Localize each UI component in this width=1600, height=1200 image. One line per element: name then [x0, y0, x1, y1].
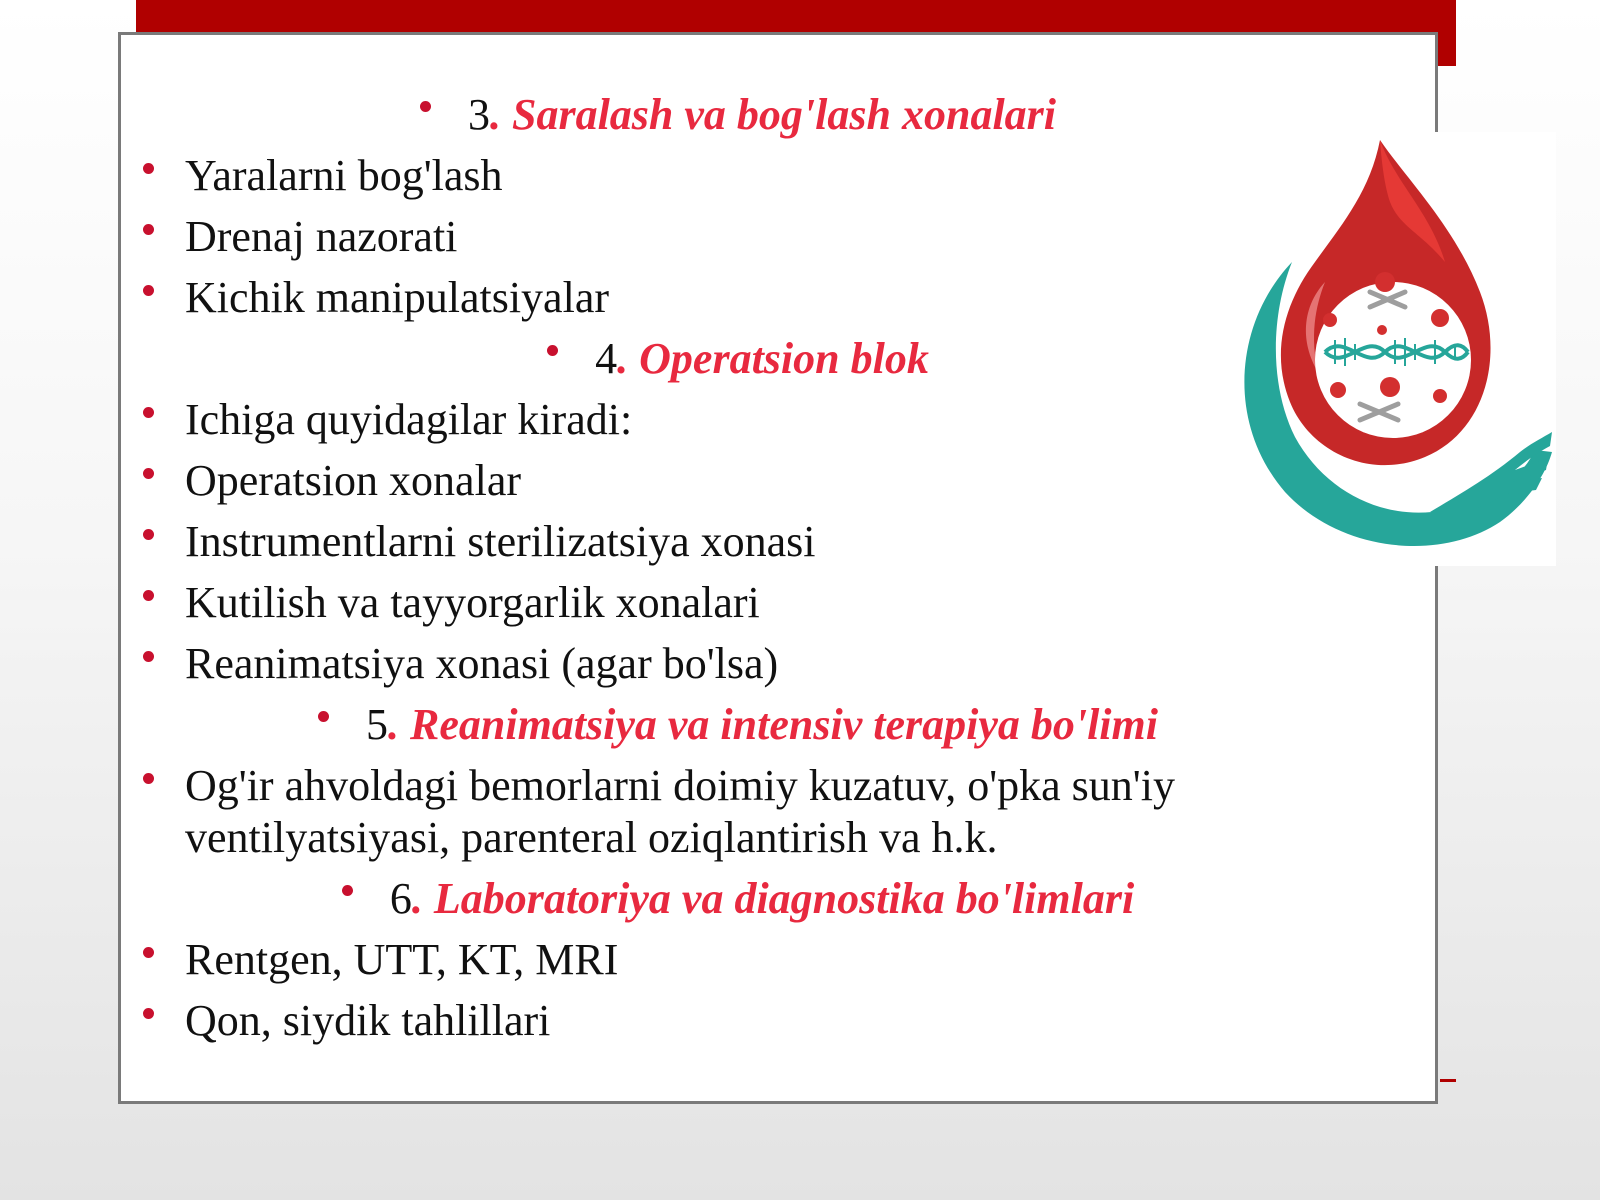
- list-item-text: Operatsion xonalar: [185, 456, 521, 505]
- bullet-icon: [143, 285, 154, 296]
- blood-drop-dna-hand-logo-icon: [1230, 132, 1556, 566]
- list-item-text: Ichiga quyidagilar kiradi:: [185, 395, 633, 444]
- section-number: 4: [595, 334, 618, 383]
- section-title: . Saralash va bog'lash xonalari: [489, 90, 1057, 139]
- bullet-icon: [143, 468, 154, 479]
- bullet-icon: [143, 947, 154, 958]
- bullet-icon: [420, 101, 431, 112]
- bullet-icon: [143, 163, 154, 174]
- bullet-icon: [547, 345, 558, 356]
- bullet-icon: [143, 224, 154, 235]
- list-item-text: Rentgen, UTT, KT, MRI: [185, 935, 619, 984]
- bullet-icon: [143, 773, 154, 784]
- list-item-text: Reanimatsiya xonasi (agar bo'lsa): [185, 639, 779, 688]
- section-title: . Laboratoriya va diagnostika bo'limlari: [411, 874, 1135, 923]
- bullet-icon: [143, 1008, 154, 1019]
- list-item-text: Drenaj nazorati: [185, 212, 458, 261]
- section-title: . Reanimatsiya va intensiv terapiya bo'limi: [388, 700, 1158, 749]
- list-item-text: Og'ir ahvoldagi bemorlarni doimiy kuzatuv, o'pka sun'iy ventilyatsiyasi, parenteral oziqlantirish va h.k.: [185, 761, 1175, 862]
- bottom-accent-tick: [1440, 1079, 1456, 1082]
- list-item-text: Kichik manipulatsiyalar: [185, 273, 609, 322]
- bullet-icon: [318, 711, 329, 722]
- bullet-icon: [143, 651, 154, 662]
- list-item-text: Qon, siydik tahlillari: [185, 996, 551, 1045]
- bullet-icon: [143, 407, 154, 418]
- section-title: . Operatsion blok: [617, 334, 929, 383]
- section-heading-6: [121, 873, 1435, 925]
- list-item-text: Yaralarni bog'lash: [185, 151, 503, 200]
- section-heading-5: [121, 699, 1435, 751]
- bullet-icon: [342, 885, 353, 896]
- list-item-text: Kutilish va tayyorgarlik xonalari: [185, 578, 760, 627]
- section-number: 5: [366, 700, 388, 749]
- section-number: 6: [389, 874, 412, 923]
- bullet-icon: [143, 529, 154, 540]
- section-number: 3: [467, 90, 490, 139]
- list-item-text: Instrumentlarni sterilizatsiya xonasi: [185, 517, 816, 566]
- bullet-icon: [143, 590, 154, 601]
